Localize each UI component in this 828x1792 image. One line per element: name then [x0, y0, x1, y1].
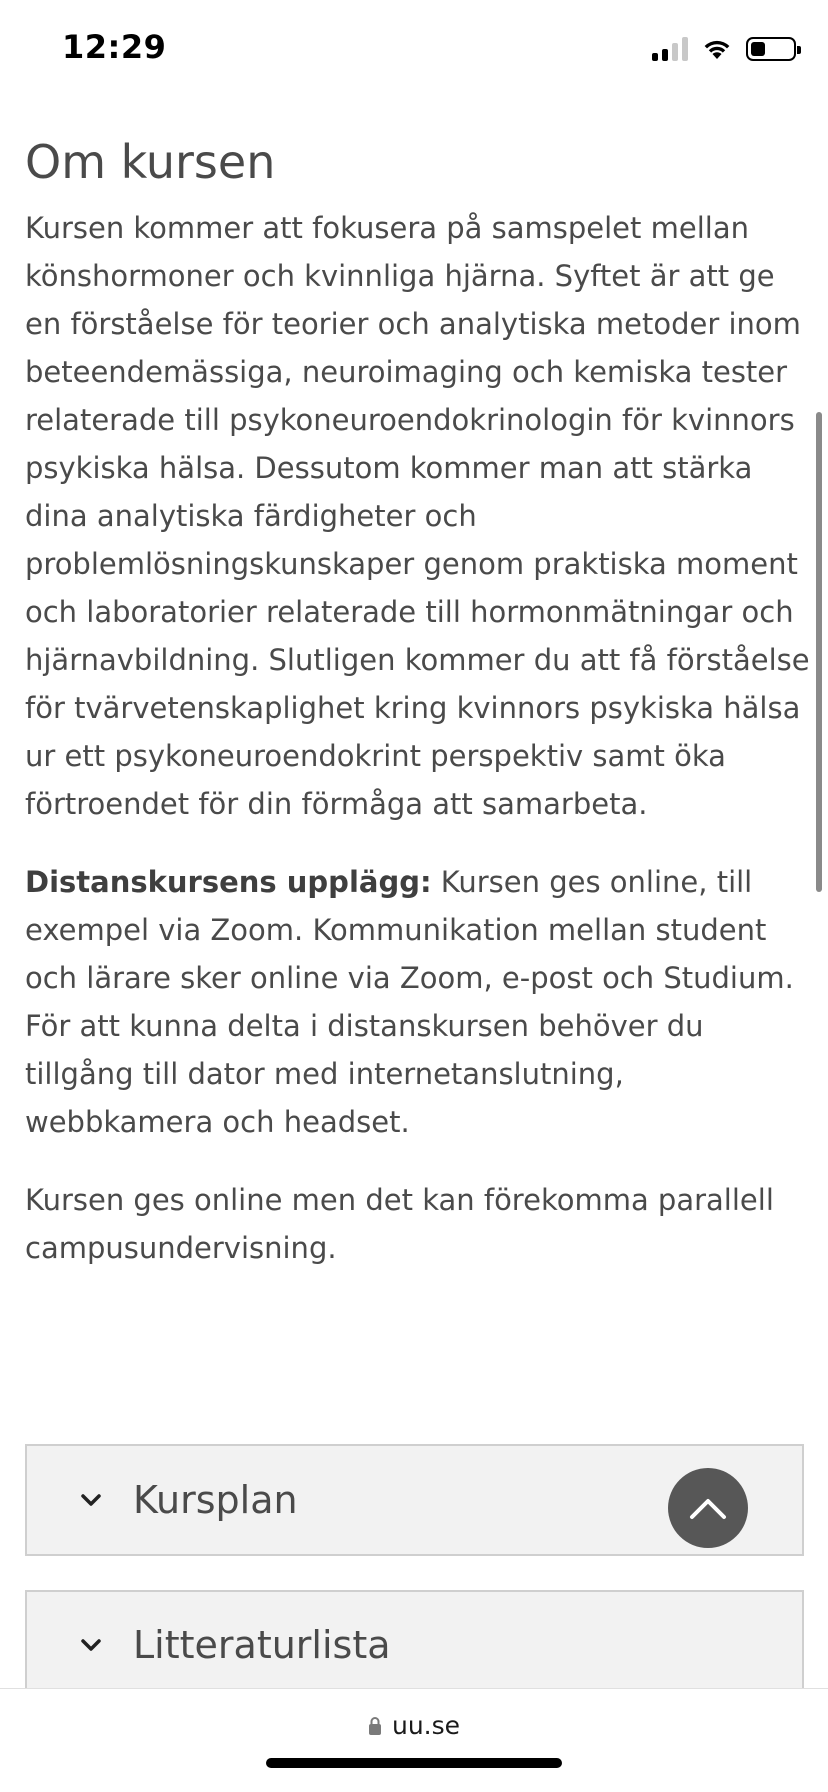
- battery-icon: [746, 37, 796, 61]
- accordion-litteraturlista[interactable]: [25, 1590, 804, 1700]
- course-description-paragraph: Kursen kommer att fokusera på samspelet mellan könshormoner och kvinnliga hjärna. Syftet är att ge en förståelse för teorier och analytiska metoder inom beteendemässiga, neuroimaging och kemiska tester relaterade till psykoneuroendokrinologin för kvinnors psykiska hälsa. Dessutom kommer man att stärka dina analytiska färdigheter och problemlösningskunskaper genom praktiska moment och laboratorier relaterade till hormonmätningar och hjärnavbildning. Slutligen kommer du att få förståelse för tvärvetenskaplighet kring kvinnors psykiska hälsa ur ett psykoneuroendokrint perspektiv samt öka förtroendet för din förmåga att samarbeta.: [25, 211, 810, 821]
- campus-note-paragraph: Kursen ges online men det kan förekomma parallell campusundervisning.: [25, 1183, 774, 1265]
- distance-course-paragraph: [25, 858, 810, 1146]
- distance-course-text: Kursen ges online, till exempel via Zoom. Kommunikation mellan student och lärare sker online via Zoom, e-post och Studium. För att kunna delta i distanskursen behöver du tillgång till dator med internetanslutning, webbkamera och headset.: [25, 865, 794, 1139]
- main-content: [25, 100, 810, 1272]
- wifi-icon: [702, 37, 732, 61]
- chevron-down-icon: [77, 1631, 105, 1659]
- browser-url-bar[interactable]: [0, 1688, 828, 1792]
- status-icons: [652, 34, 796, 64]
- lock-icon: [368, 1716, 382, 1736]
- scroll-indicator[interactable]: [816, 412, 822, 892]
- accordion-label: Kursplan: [133, 1478, 298, 1522]
- scroll-to-top-button[interactable]: [668, 1468, 748, 1548]
- cellular-signal-icon: [652, 37, 688, 61]
- status-time: 12:29: [62, 28, 167, 66]
- home-indicator[interactable]: [266, 1758, 562, 1768]
- page-title: Om kursen: [25, 135, 276, 189]
- chevron-down-icon: [77, 1486, 105, 1514]
- distance-course-label: Distanskursens upplägg:: [25, 865, 432, 899]
- url-text: uu.se: [391, 1711, 461, 1740]
- status-bar: [0, 0, 828, 100]
- chevron-up-icon: [688, 1495, 728, 1521]
- accordion-label: Litteraturlista: [133, 1623, 391, 1667]
